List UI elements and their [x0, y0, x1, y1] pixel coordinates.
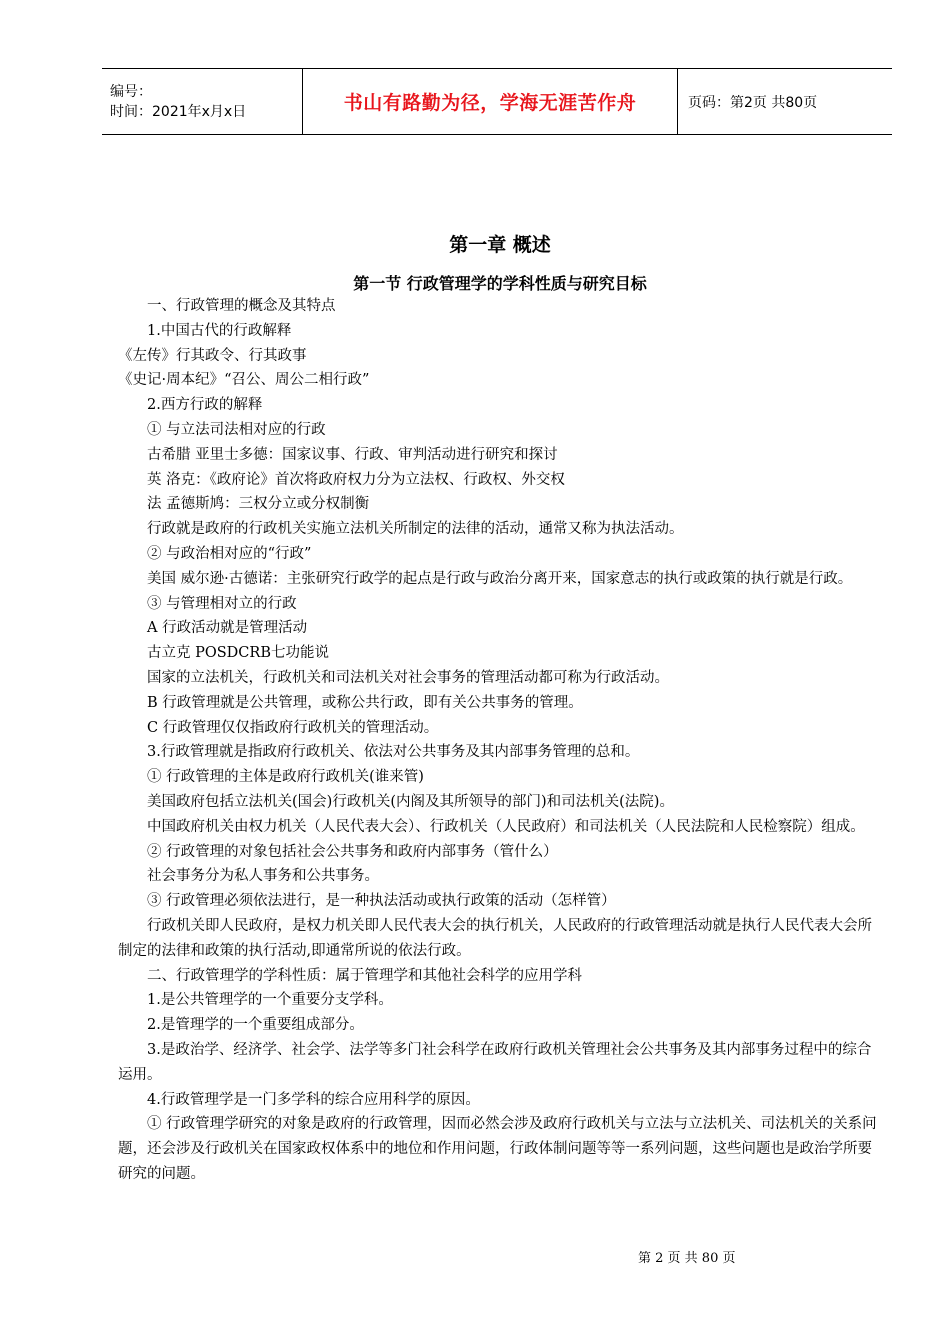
paragraph: 中国政府机关由权力机关（人民代表大会）、行政机关（人民政府）和司法机关（人民法院和人民检察院）组成。: [147, 818, 865, 835]
paragraph: 4.行政管理学是一门多学科的综合应用科学的原因。: [147, 1091, 480, 1108]
paragraph: 行政就是政府的行政机关实施立法机关所制定的法律的活动，通常又称为执法活动。: [147, 521, 684, 538]
paragraph: ② 与政治相对应的“行政”: [147, 545, 312, 562]
paragraph: ① 与立法司法相对应的行政: [147, 421, 326, 438]
section-title: 第一节 行政管理学的学科性质与研究目标: [353, 274, 647, 293]
paragraph: 3.是政治学、经济学、社会学、法学等多门社会科学在政府行政机关管理社会公共事务及其内部事务过程中的综合运用。: [118, 1041, 872, 1083]
paragraph: 1.中国古代的行政解释: [147, 322, 292, 339]
paragraph: ③ 与管理相对立的行政: [147, 595, 297, 612]
paragraph: 1.是公共管理学的一个重要分支学科。: [147, 992, 393, 1009]
header-meta: [102, 69, 303, 134]
page-header: [102, 68, 892, 135]
paragraph: 2.是管理学的一个重要组成部分。: [147, 1017, 364, 1034]
number-label: 编号：: [110, 83, 152, 100]
header-motto: [303, 69, 678, 134]
paragraph: 古希腊 亚里士多德：国家议事、行政、审判活动进行研究和探讨: [147, 446, 558, 463]
paragraph: ③ 行政管理必须依法进行，是一种执法活动或执行政策的活动（怎样管）: [147, 893, 616, 910]
document-body: [118, 294, 884, 1187]
paragraph: 古立克 POSDCRB七功能说: [147, 645, 329, 662]
paragraph: 英 洛克：《政府论》首次将政府权力分为立法权、行政权、外交权: [147, 471, 565, 488]
paragraph: 社会事务分为私人事务和公共事务。: [147, 868, 379, 885]
paragraph: ① 行政管理学研究的对象是政府的行政管理，因而必然会涉及政府行政机关与立法与立法机关、司法机关的关系问题，还会涉及行政机关在国家政权体系中的地位和作用问题，行政体制问题等等一系列问题，这些问题也是政治学所要研究的问题。: [118, 1116, 877, 1182]
paragraph: 法 孟德斯鸠：三权分立或分权制衡: [147, 496, 370, 513]
page-footer: 第 2 页 共 80 页: [638, 1251, 736, 1266]
paragraph: 一、行政管理的概念及其特点: [147, 298, 336, 314]
paragraph: 《史记·周本纪》“召公、周公二相行政”: [118, 372, 370, 389]
paragraph: B 行政管理就是公共管理，或称公共行政，即有关公共事务的管理。: [147, 694, 583, 711]
paragraph: 3.行政管理就是指政府行政机关、依法对公共事务及其内部事务管理的总和。: [147, 744, 640, 761]
paragraph: ② 行政管理的对象包括社会公共事务和政府内部事务（管什么）: [147, 843, 558, 860]
paragraph: 行政机关即人民政府，是权力机关即人民代表大会的执行机关，人民政府的行政管理活动就是执行人民代表大会所制定的法律和政策的执行活动,即通常所说的依法行政。: [118, 917, 872, 959]
header-page: [678, 69, 892, 134]
paragraph: 美国 威尔逊·古德诺：主张研究行政学的起点是行政与政治分离开来，国家意志的执行或政策的执行就是行政。: [147, 570, 853, 587]
page-label: 页码：第2页 共80页: [688, 94, 818, 111]
paragraph: ① 行政管理的主体是政府行政机关(谁来管): [147, 769, 424, 786]
paragraph: A 行政活动就是管理活动: [147, 620, 308, 637]
paragraph: 国家的立法机关，行政机关和司法机关对社会事务的管理活动都可称为行政活动。: [147, 669, 669, 686]
paragraph: 《左传》行其政令、行其政事: [118, 347, 307, 364]
paragraph: 美国政府包括立法机关(国会)行政机关(内阁及其所领导的部门)和司法机关(法院)。: [147, 793, 674, 810]
paragraph: C 行政管理仅仅指政府行政机关的管理活动。: [147, 719, 439, 736]
paragraph: 2.西方行政的解释: [147, 397, 263, 414]
motto-text: 书山有路勤为径，学海无涯苦作舟: [343, 92, 637, 114]
paragraph: 二、行政管理学的学科性质：属于管理学和其他社会科学的应用学科: [147, 967, 582, 984]
time-label: 时间：2021年x月x日: [110, 103, 247, 120]
chapter-title: 第一章 概述: [449, 234, 551, 256]
